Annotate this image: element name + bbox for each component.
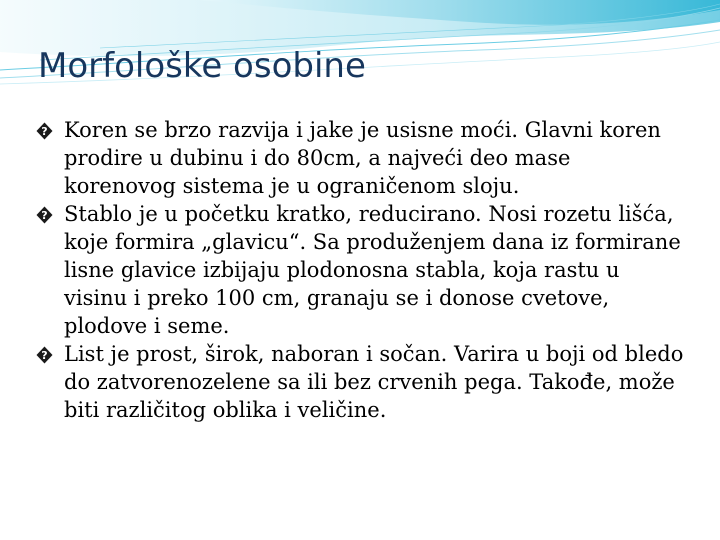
bullet-text: Stablo je u početku kratko, reducirano. Nosi rozetu lišća, koje formira „glavicu“. Sa produženjem dana iz formirane lisne glavice izbijaju plodonosna stabla, koja rastu u visinu i preko 100 cm, granaju se i donose cvetove, plodove i seme.	[64, 202, 681, 338]
bullet-text: Koren se brzo razvija i jake je usisne moći. Glavni koren prodire u dubinu i do 80cm, a najveći deo mase korenovog sistema je u ograničenom sloju.	[64, 118, 661, 198]
slide-title: Morfološke osobine	[38, 46, 366, 86]
missing-glyph-icon	[36, 206, 53, 224]
bullet-text: List je prost, širok, naboran i sočan. Varira u boji od bledo do zatvorenozelene sa ili bez crvenih pega. Takođe, može biti različitog oblika i veličine.	[64, 342, 684, 422]
svg-text:?: ?	[41, 209, 48, 222]
missing-glyph-icon	[36, 346, 53, 364]
bullet-item-koren	[36, 116, 686, 200]
svg-text:?: ?	[41, 349, 48, 362]
bullet-item-stablo	[36, 200, 686, 340]
bullet-item-list	[36, 340, 686, 424]
svg-text:?: ?	[41, 125, 48, 138]
missing-glyph-icon	[36, 122, 53, 140]
bullet-list	[36, 116, 686, 424]
